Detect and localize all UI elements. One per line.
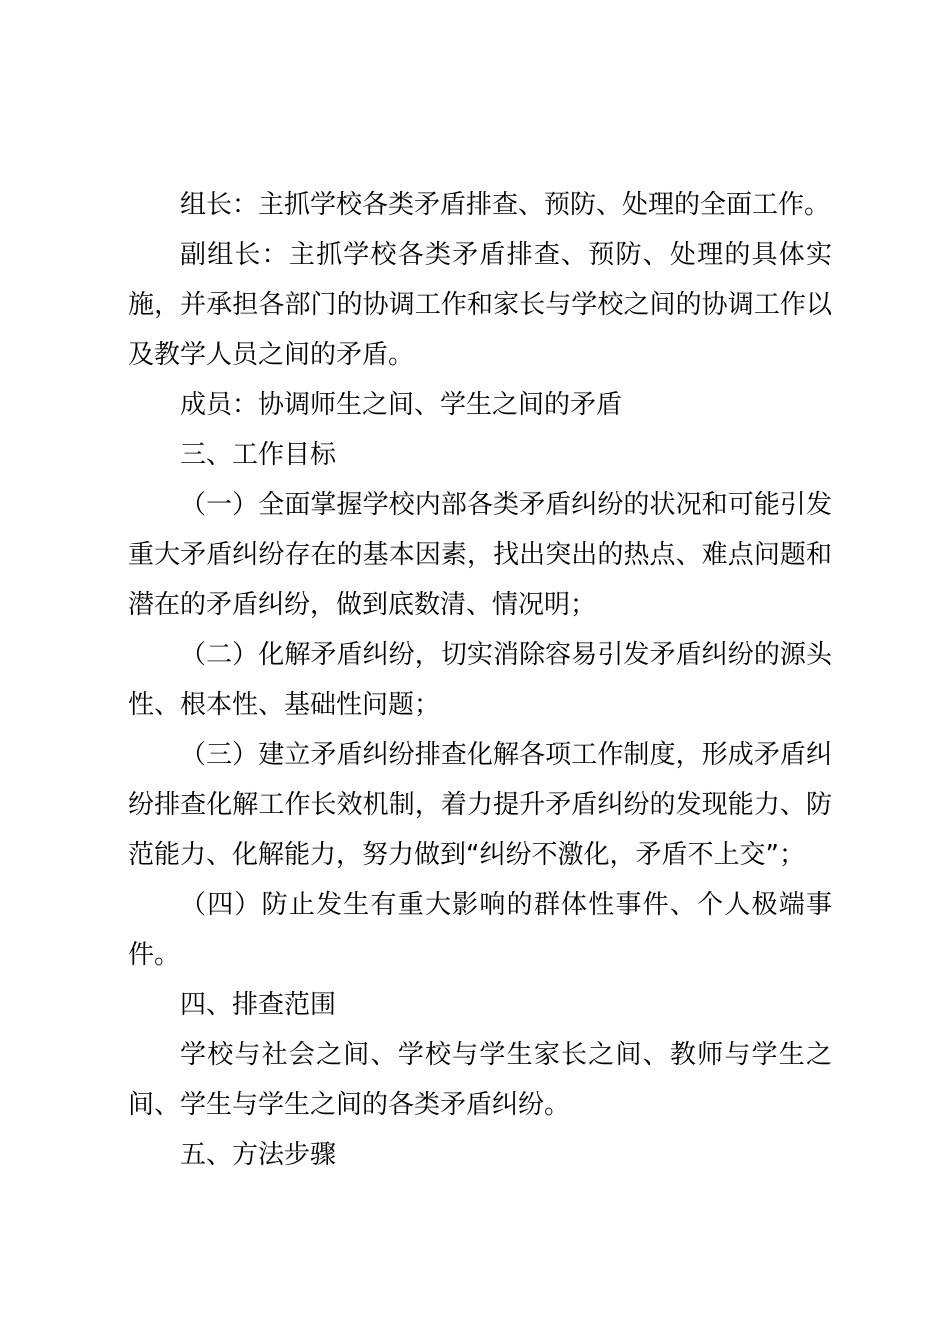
paragraph-goal-1: （一）全面掌握学校内部各类矛盾纠纷的状况和可能引发重大矛盾纠纷存在的基本因素，找出突出的热点、难点问题和潜在的矛盾纠纷，做到底数清、情况明； [128, 490, 832, 620]
section-heading-methods: 五、方法步骤 [180, 1140, 337, 1170]
paragraph-team-leader: 组长：主抓学校各类矛盾排查、预防、处理的全面工作。 [180, 190, 831, 220]
paragraph-members: 成员：协调师生之间、学生之间的矛盾 [180, 390, 623, 420]
paragraph-scope: 学校与社会之间、学校与学生家长之间、教师与学生之间、学生与学生之间的各类矛盾纠纷。 [128, 1040, 832, 1120]
paragraph-goal-3: （三）建立矛盾纠纷排查化解各项工作制度，形成矛盾纠纷排查化解工作长效机制，着力提升矛盾纠纷的发现能力、防范能力、化解能力，努力做到“纠纷不激化，矛盾不上交”； [128, 740, 832, 870]
section-heading-scope: 四、排查范围 [180, 990, 337, 1020]
paragraph-goal-4: （四）防止发生有重大影响的群体性事件、个人极端事件。 [128, 890, 832, 970]
paragraph-goal-2: （二）化解矛盾纠纷，切实消除容易引发矛盾纠纷的源头性、根本性、基础性问题； [128, 640, 832, 720]
section-heading-goals: 三、工作目标 [180, 440, 337, 470]
document-body [128, 180, 832, 1180]
paragraph-deputy-leader: 副组长：主抓学校各类矛盾排查、预防、处理的具体实施，并承担各部门的协调工作和家长与学校之间的协调工作以及教学人员之间的矛盾。 [128, 240, 832, 370]
